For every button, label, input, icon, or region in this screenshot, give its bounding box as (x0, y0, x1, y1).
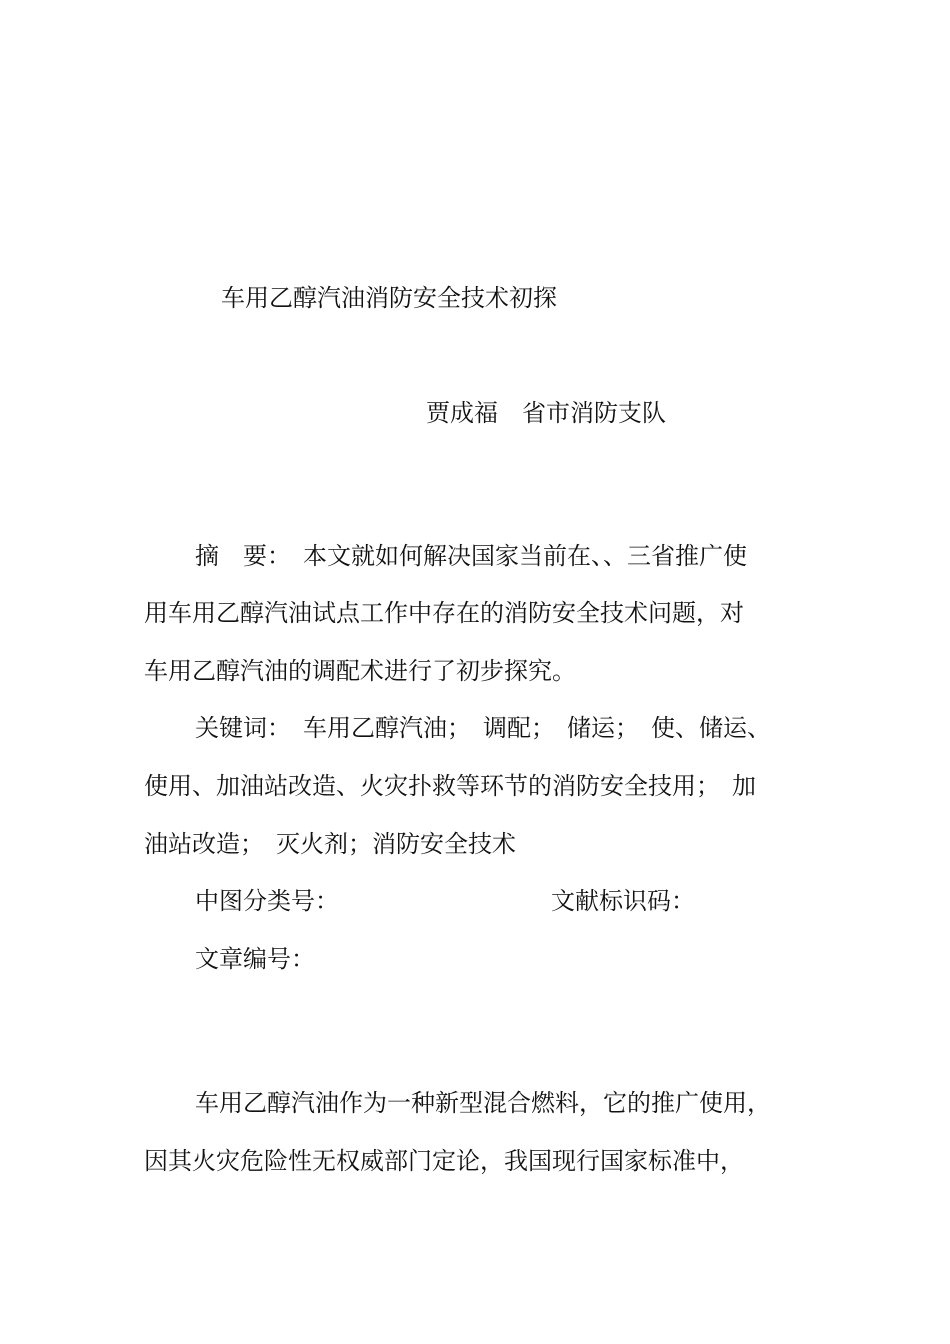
abstract-line: 摘 要： 本文就如何解决国家当前在、、三省推广使 (195, 542, 747, 570)
keywords-line: 油站改造； 灭火剂；消防安全技术 (144, 830, 516, 858)
abstract-line: 用车用乙醇汽油试点工作中存在的消防安全技术问题，对 (144, 599, 744, 627)
body-paragraph-line: 车用乙醇汽油作为一种新型混合燃料，它的推广使用， (195, 1089, 771, 1117)
body-paragraph-line: 因其火灾危险性无权威部门定论，我国现行国家标准中， (144, 1147, 744, 1175)
article-number-label: 文章编号： (195, 945, 315, 973)
keywords-line: 关键词： 车用乙醇汽油； 调配； 储运； 使、储运、 (195, 714, 771, 742)
document-code-label: 文献标识码： (551, 887, 695, 915)
document-title: 车用乙醇汽油消防安全技术初探 (221, 284, 557, 312)
clc-number-label: 中图分类号： (195, 887, 339, 915)
author-affiliation: 贾成福 省市消防支队 (426, 399, 666, 427)
abstract-line: 车用乙醇汽油的调配术进行了初步探究。 (144, 657, 576, 685)
keywords-line: 使用、加油站改造、火灾扑救等环节的消防安全技用； 加 (144, 772, 756, 800)
